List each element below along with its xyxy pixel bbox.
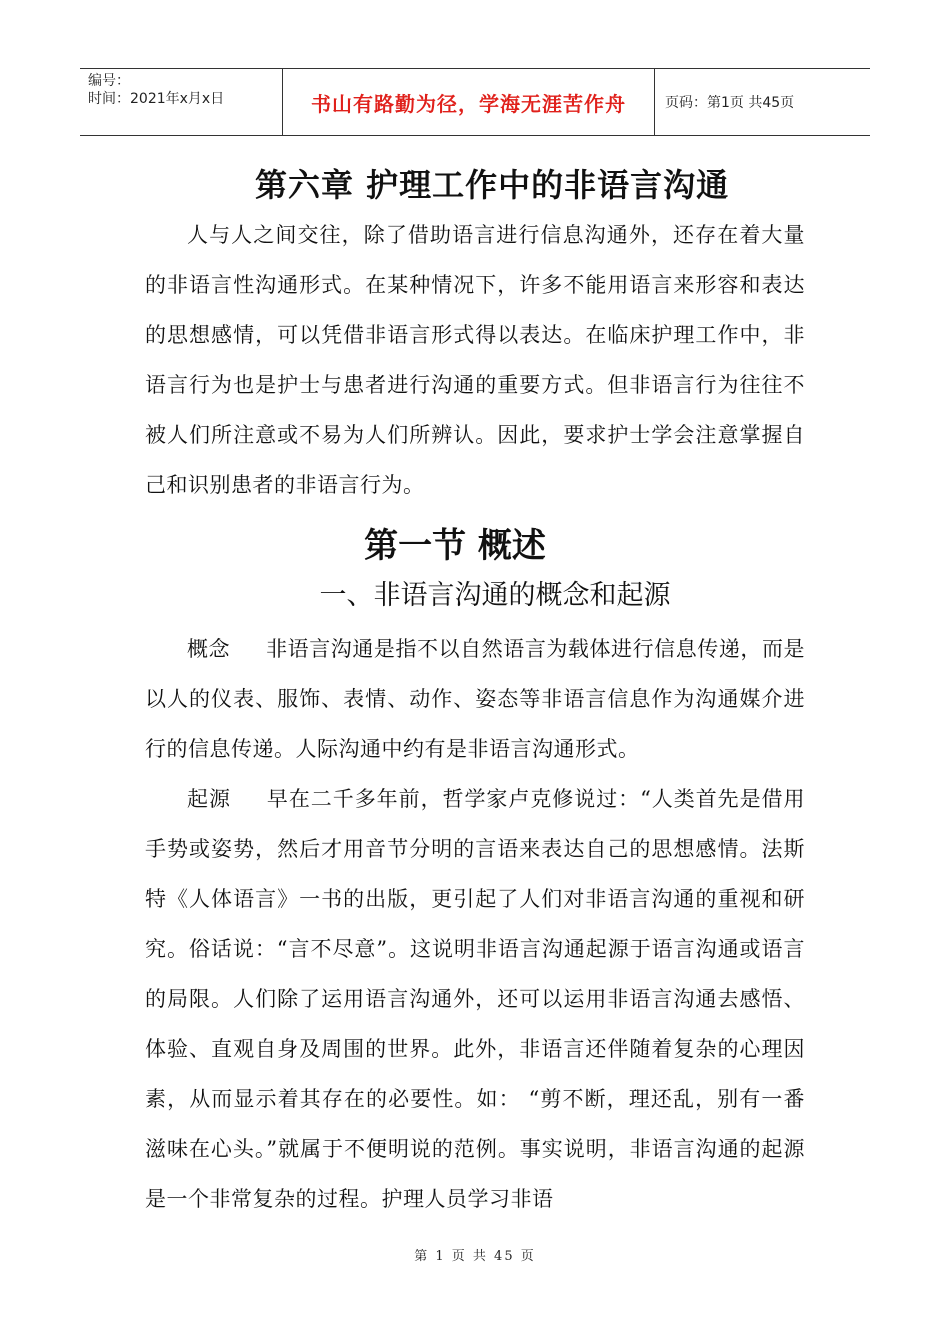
chapter-intro-paragraph: 人与人之间交往，除了借助语言进行信息沟通外，还存在着大量的非语言性沟通形式。在某种情况下，许多不能用语言来形容和表达的思想感情，可以凭借非语言形式得以表达。在临床护理工作中，非语言行为也是护士与患者进行沟通的重要方式。但非语言行为往往不被人们所注意或不易为人们所辨认。因此，要求护士学会注意掌握自己和识别患者的非语言行为。 <box>145 223 805 497</box>
chapter-title: 第六章 护理工作中的非语言沟通 <box>255 166 730 204</box>
concept-text: 非语言沟通是指不以自然语言为载体进行信息传递，而是以人的仪表、服饰、表情、动作、姿态等非语言信息作为沟通媒介进行的信息传递。人际沟通中约有是非语言沟通形式。 <box>145 637 806 761</box>
section-title: 第一节 概述 <box>364 526 546 566</box>
header-page-info: 页码：第1页 共45页 <box>665 95 795 111</box>
origin-text: 早在二千多年前，哲学家卢克修说过：“人类首先是借用手势或姿势，然后才用音节分明的言语来表达自己的思想感情。法斯特《人体语言》一书的出版，更引起了人们对非语言沟通的重视和研究。俗话说：“言不尽意”。这说明非语言沟通起源于语言沟通或语言的局限。人们除了运用语言沟通外，还可以运用非语言沟通去感悟、体验、直观自身及周围的世界。此外，非语言还伴随着复杂的心理因素，从而显示着其存在的必要性。如： “剪不断，理还乱，别有一番滋味在心头。”就属于不便明说的范例。事实说明，非语言沟通的起源是一个非常复杂的过程。护理人员学习非语 <box>145 787 806 1211</box>
page-footer: 第 1 页 共 45 页 <box>414 1249 536 1264</box>
document-header <box>80 68 870 136</box>
origin-term: 起源 <box>187 787 231 811</box>
subsection-title: 一、非语言沟通的概念和起源 <box>319 580 671 611</box>
document-number-label: 编号： <box>88 73 130 89</box>
concept-term: 概念 <box>187 637 231 661</box>
origin-paragraph <box>145 774 805 1224</box>
document-date-label: 时间：2021年x月x日 <box>88 91 225 107</box>
document-body <box>145 160 805 1224</box>
concept-paragraph <box>145 624 805 774</box>
header-meta-cell <box>80 69 283 135</box>
header-motto: 书山有路勤为径，学海无涯苦作舟 <box>283 69 655 135</box>
